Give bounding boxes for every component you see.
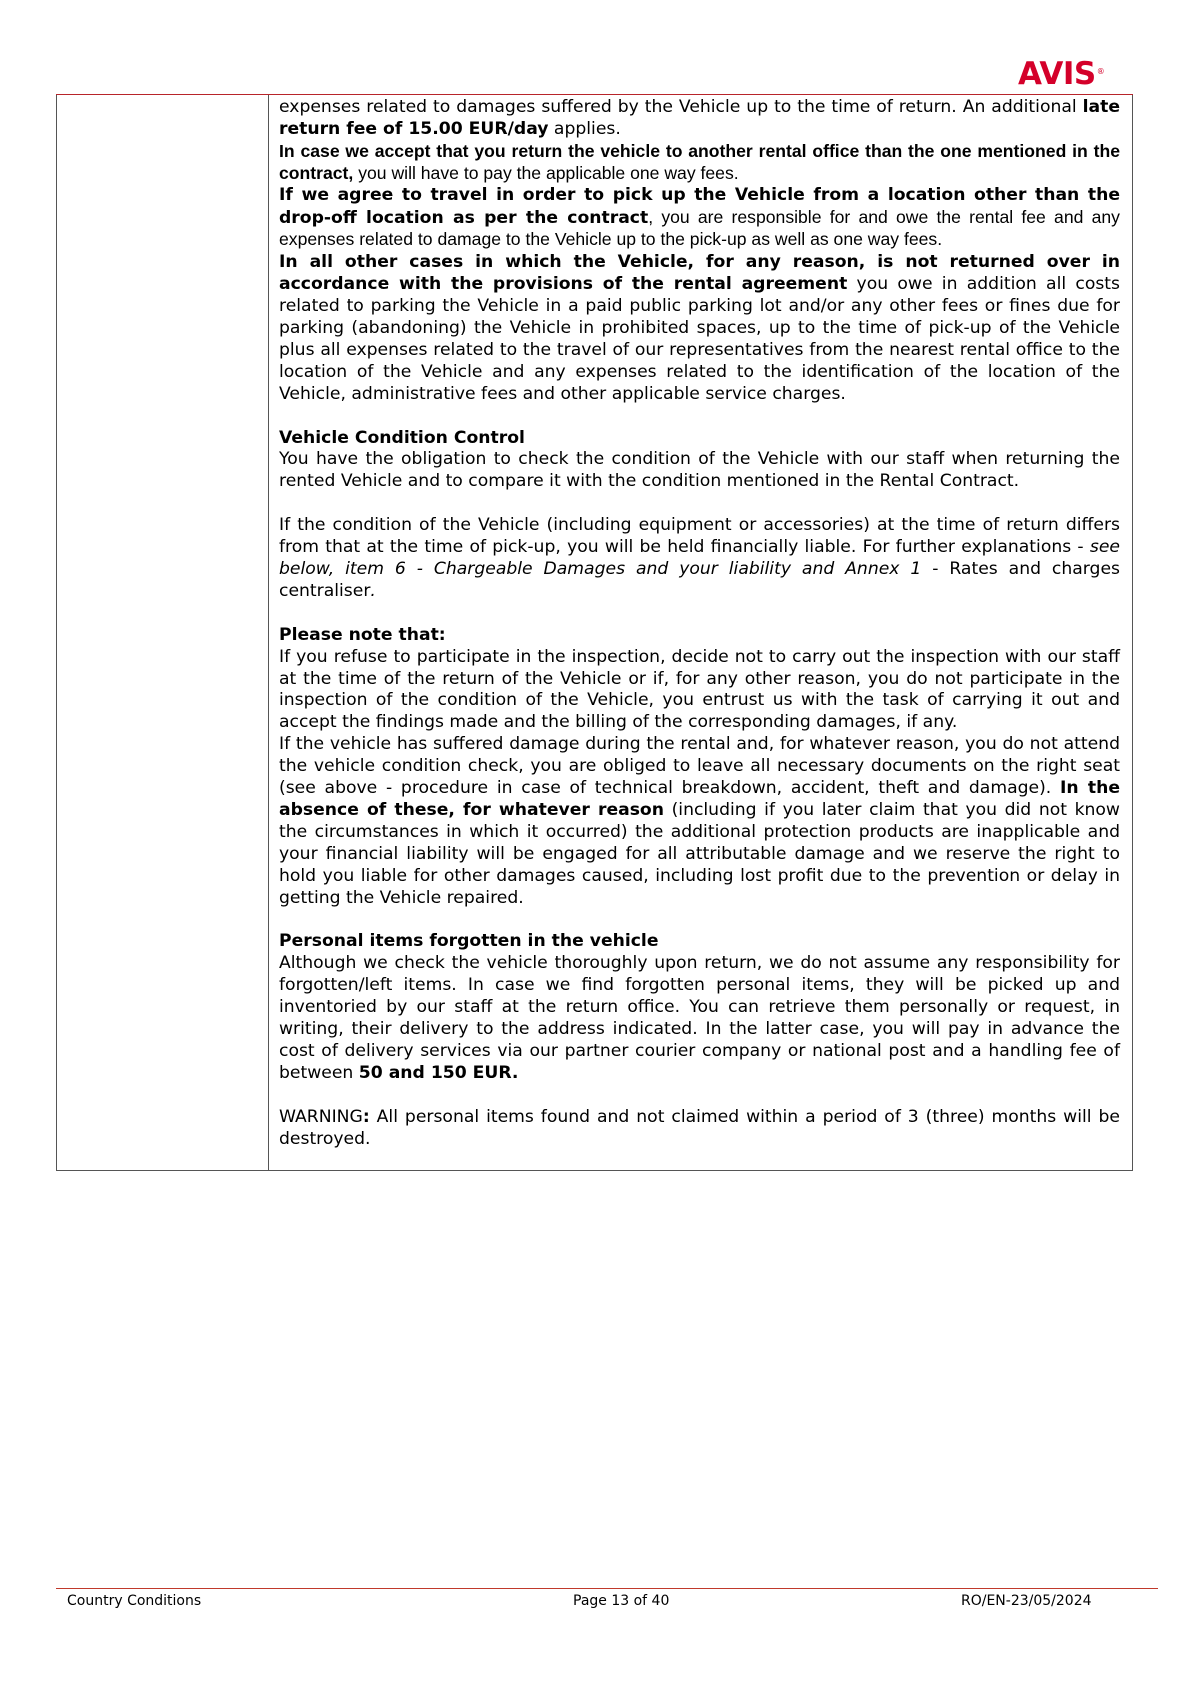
inspection-refusal-paragraph: If you refuse to participate in the inspection, decide not to carry out the inspection with our staff at the time of the return of the Vehicle or if, for any other reason, you do not participate in the inspection of the condition of the Vehicle, you entrust us with the task of carrying it out and accept the findings made and the billing of the corresponding damages, if any. — [279, 646, 1120, 733]
footer-page-number: Page 13 of 40 — [573, 1593, 670, 1609]
damage-absence-paragraph: If the vehicle has suffered damage during the rental and, for whatever reason, you do not attend the vehicle condition check, you are obliged to leave all necessary documents on the right seat (see above - procedure in case of technical breakdown, accident, theft and damage). In the absence of these, for whatever reason (including if you later claim that you did not know the circumstances in which it occurred) the additional protection products are inapplicable and your financial liability will be engaged for all attributable damage and we reserve the right to hold you liable for other damages caused, including lost profit due to the prevention or delay in getting the Vehicle repaired. — [279, 734, 1120, 908]
forgotten-items-paragraph: Although we check the vehicle thoroughly upon return, we do not assume any responsibility for forgotten/left items. In case we find forgotten personal items, they will be picked up and inventoried by our staff at the return office. You can retrieve them personally or request, in writing, their delivery to the address indicated. In the latter case, you will pay in advance the cost of delivery services via our partner courier company or national post and a handling fee of between 50 and 150 EUR. — [279, 953, 1120, 1083]
conditions-text — [279, 97, 1120, 1150]
financial-liability-paragraph: If the condition of the Vehicle (including equipment or accessories) at the time of return differs from that at the time of pick-up, you will be held financially liable. For further explanations - see below, item 6 - Chargeable Damages and your liability and Annex 1 - Rates and charges centraliser. — [279, 515, 1120, 601]
logo-text: AVIS — [1018, 56, 1096, 92]
column-divider — [268, 95, 269, 1170]
late-return-paragraph: expenses related to damages suffered by the Vehicle up to the time of return. An additional late return fee of 15.00 EUR/day applies. — [279, 97, 1120, 139]
condition-control-heading: Vehicle Condition Control — [279, 427, 525, 448]
pickup-paragraph: If we agree to travel in order to pick up the Vehicle from a location other than the drop-off location as per the contract, you are responsible for and owe the rental fee and any expenses related to damage to the Vehicle up to the pick-up as well as one way fees. — [279, 184, 1120, 250]
avis-logo — [1018, 57, 1104, 91]
not-returned-paragraph: In all other cases in which the Vehicle, for any reason, is not returned over in accordance with the provisions of the rental agreement you owe in addition all costs related to parking the Vehicle in a paid public parking lot and/or any other fees or fines due for parking (abandoning) the Vehicle in prohibited spaces, up to the time of pick-up of the Vehicle plus all expenses related to the travel of our representatives from the nearest rental office to the location of the Vehicle and any expenses related to the identification of the location of the Vehicle, administrative fees and other applicable service charges. — [279, 252, 1120, 404]
please-note-heading: Please note that: — [279, 624, 446, 645]
forgotten-items-heading: Personal items forgotten in the vehicle — [279, 931, 659, 952]
one-way-paragraph: In case we accept that you return the vehicle to another rental office than the one mentioned in the contract, you will have to pay the applicable one way fees. — [279, 140, 1120, 183]
footer-rule — [56, 1588, 1158, 1589]
footer-document-name: Country Conditions — [67, 1593, 202, 1609]
warning-paragraph: WARNING: All personal items found and not claimed within a period of 3 (three) months will be destroyed. — [279, 1106, 1120, 1149]
registered-mark: ® — [1096, 67, 1105, 76]
condition-control-paragraph: You have the obligation to check the condition of the Vehicle with our staff when returning the rented Vehicle and to compare it with the condition mentioned in the Rental Contract. — [279, 449, 1120, 492]
footer-version: RO/EN-23/05/2024 — [961, 1593, 1092, 1609]
